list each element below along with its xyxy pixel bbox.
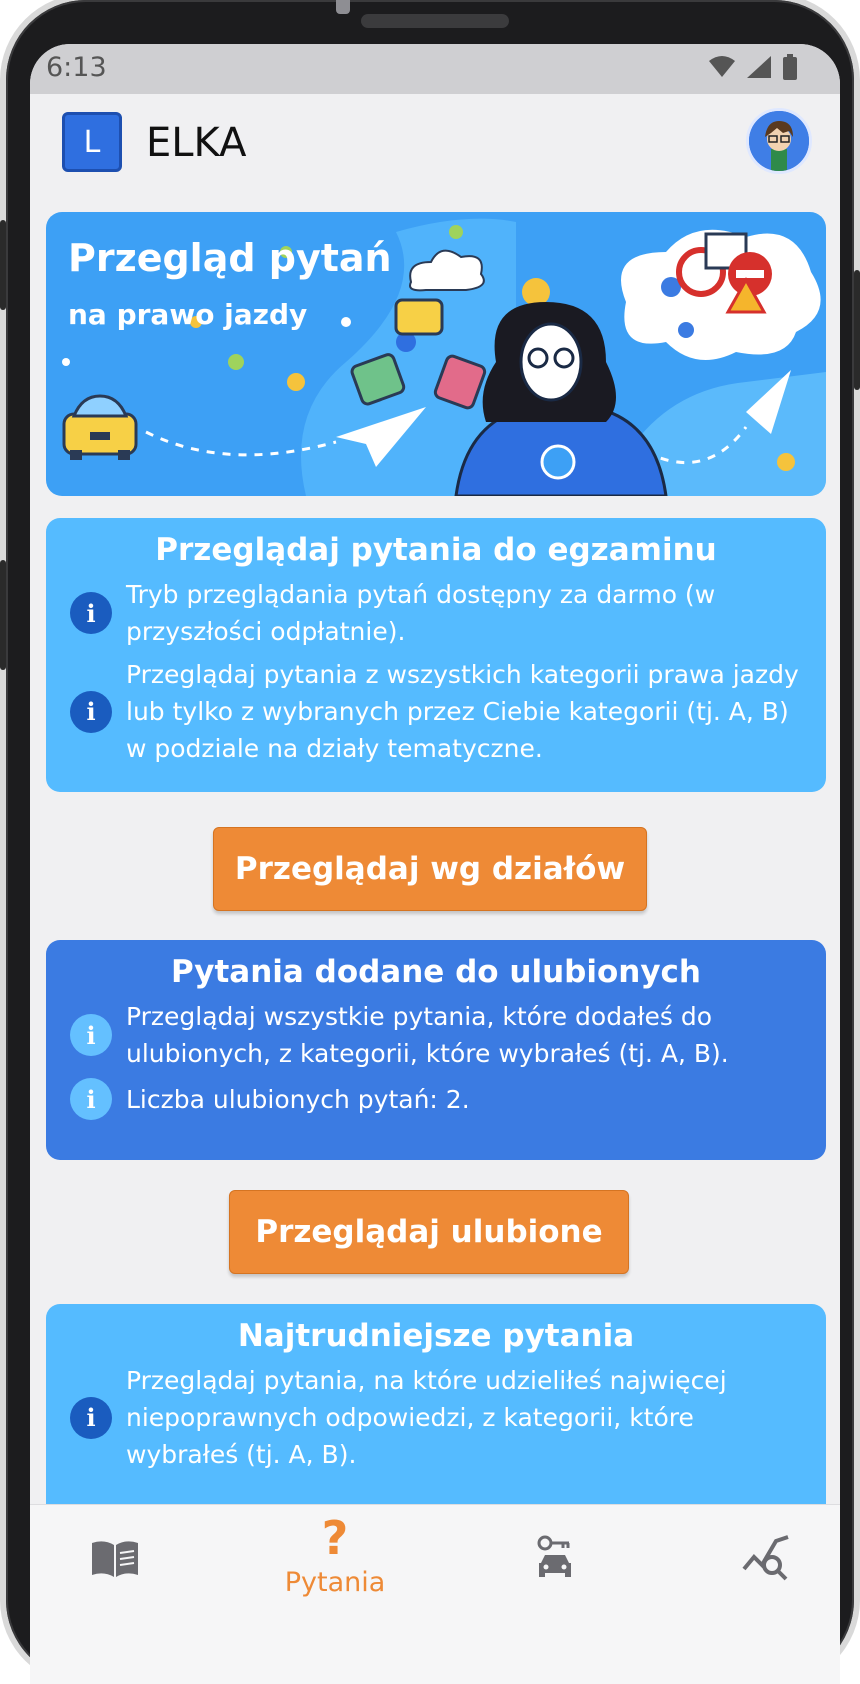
screen: [30, 44, 840, 1684]
info-text: Przeglądaj wszystkie pytania, które dodałeś do ulubionych, z kategorii, które wybrałeś (tj. A, B).: [126, 1002, 729, 1068]
info-icon: i: [70, 1014, 112, 1056]
card-browse-exam: [46, 518, 826, 792]
card-title: Najtrudniejsze pytania: [237, 1318, 635, 1354]
stats-search-icon: [742, 1535, 792, 1581]
browse-favorites-button[interactable]: Przeglądaj ulubione: [229, 1190, 629, 1274]
info-row: [70, 1362, 802, 1473]
info-text: Liczba ulubionych pytań: 2.: [126, 1084, 470, 1114]
info-row: [70, 656, 802, 767]
info-icon: i: [70, 1397, 112, 1439]
speaker-dot: [336, 0, 350, 14]
nav-label-questions: Pytania: [284, 1567, 386, 1598]
info-icon: i: [70, 1078, 112, 1120]
nav-item-driving[interactable]: [455, 1505, 655, 1615]
battery-icon: [782, 54, 798, 80]
info-icon: i: [70, 592, 112, 634]
app-title: ELKA: [146, 120, 247, 166]
signal-icon: [746, 55, 772, 79]
browse-by-section-button[interactable]: Przeglądaj wg działów: [213, 827, 647, 911]
status-time: 6:13: [46, 52, 107, 83]
avatar-image: [749, 111, 809, 171]
info-row: [70, 1078, 802, 1120]
card-favorites: [46, 940, 826, 1160]
app-logo: L: [62, 112, 122, 172]
status-icons: [708, 54, 798, 80]
side-button: [0, 560, 6, 670]
book-icon: [90, 1539, 140, 1579]
nav-item-learn[interactable]: [30, 1505, 230, 1615]
phone-frame: [6, 0, 854, 1680]
status-bar: [30, 44, 840, 94]
info-text: Przeglądaj pytania, na które udzieliłeś najwięcej niepoprawnych odpowiedzi, z kategorii, które wybrałeś (tj. A, B).: [126, 1366, 727, 1469]
volume-button: [0, 220, 6, 310]
info-text: Przeglądaj pytania z wszystkich kategorii prawa jazdy lub tylko z wybranych przez Ciebie kategorii (tj. A, B) w podziale na działy tematyczne.: [126, 660, 799, 763]
info-row: [70, 576, 802, 650]
app-bar: [30, 94, 840, 194]
nav-item-questions[interactable]: [235, 1505, 435, 1615]
wifi-icon: [708, 55, 736, 79]
info-row: [70, 998, 802, 1072]
earpiece: [361, 14, 509, 28]
banner-subtitle: na prawo jazdy: [68, 298, 308, 331]
avatar[interactable]: [746, 108, 812, 174]
card-title: Pytania dodane do ulubionych: [170, 954, 701, 990]
question-icon: ?: [321, 1511, 349, 1565]
power-button: [854, 270, 860, 390]
hero-banner: [46, 212, 826, 496]
banner-title: Przegląd pytań: [68, 236, 392, 280]
nav-item-stats[interactable]: [670, 1505, 840, 1615]
car-key-icon: [535, 1535, 575, 1581]
info-icon: i: [70, 691, 112, 733]
bottom-navigation: [30, 1504, 840, 1684]
card-title: Przeglądaj pytania do egzaminu: [155, 532, 717, 568]
info-text: Tryb przeglądania pytań dostępny za darmo (w przyszłości odpłatnie).: [126, 580, 716, 646]
